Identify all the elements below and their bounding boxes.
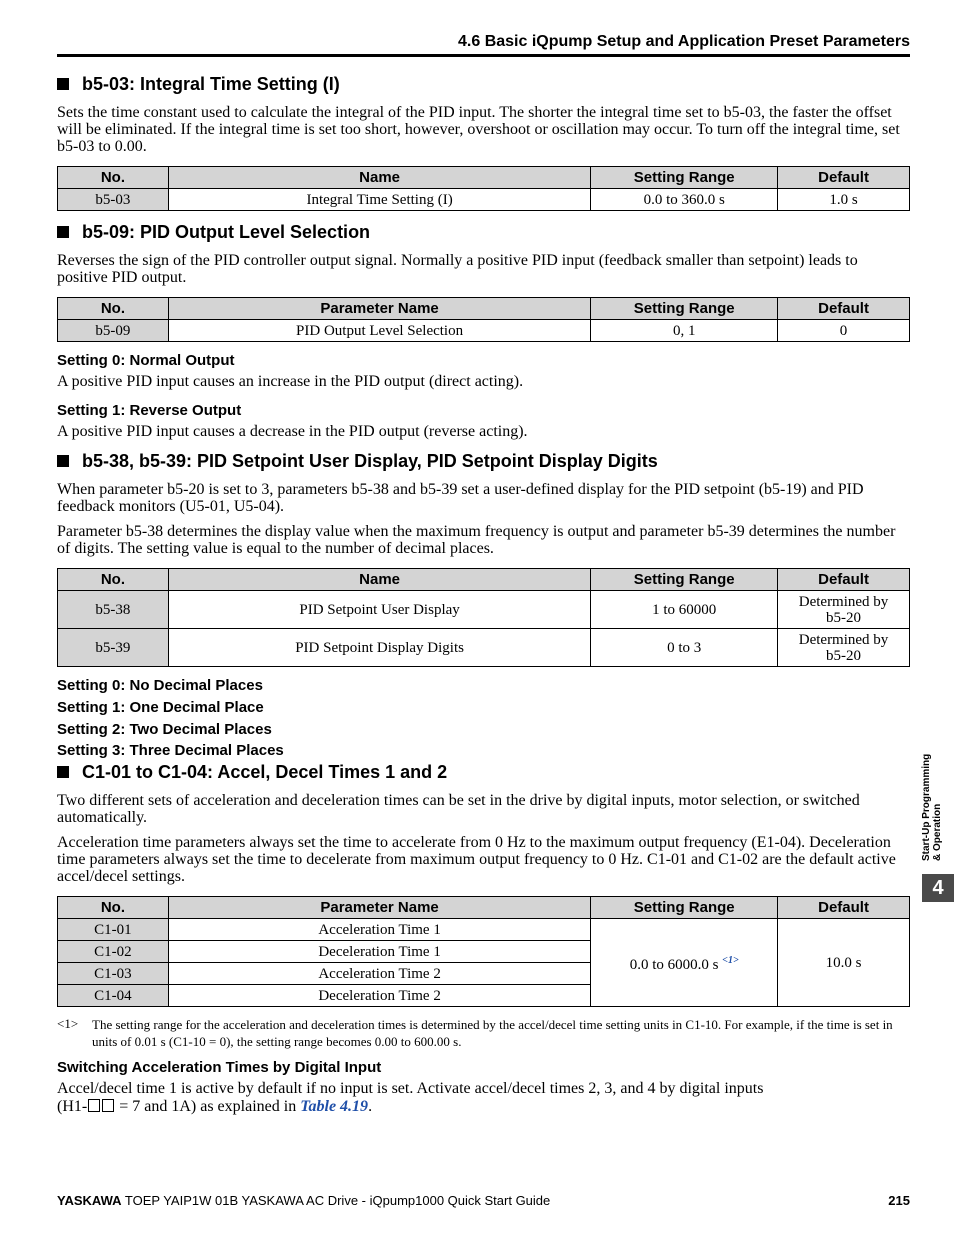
parameter-table-b5-09 bbox=[57, 297, 910, 342]
table-cell: Acceleration Time 2 bbox=[168, 963, 590, 985]
paragraph: Parameter b5-38 determines the display value when the maximum frequency is output and parameter b5-39 determines the number of digits. The setting value is equal to the number of decimal places. bbox=[57, 523, 896, 557]
bullet-square-icon bbox=[57, 78, 69, 90]
setting-heading: Setting 1: One Decimal Place bbox=[57, 699, 264, 716]
footnote-text: The setting range for the acceleration and deceleration times is determined by the accel/decel time setting units in C1-10. For example, if the time is set in units of 0.01 s (C1-10 = 0), the setting range becomes 0.00 to 600.00 s. bbox=[92, 1017, 893, 1049]
table-cell: 0, 1 bbox=[591, 320, 778, 342]
table-cell-default: 10.0 s bbox=[778, 919, 910, 1007]
parameter-table-b5-03 bbox=[57, 166, 910, 211]
paragraph: When parameter b5-20 is set to 3, parameters b5-38 and b5-39 set a user-defined display for the PID setpoint (b5-19) and PID feedback monitors (U5-01, U5-04). bbox=[57, 481, 864, 515]
paragraph: (H1- = 7 and 1A) as explained in Table 4.19. bbox=[57, 1098, 373, 1115]
setting-heading: Setting 2: Two Decimal Places bbox=[57, 721, 272, 738]
column-header: Default bbox=[778, 897, 910, 919]
running-header: 4.6 Basic iQpump Setup and Application Preset Parameters bbox=[458, 33, 910, 50]
parameter-table-c1 bbox=[57, 896, 910, 1007]
column-header: No. bbox=[58, 167, 169, 189]
table-cell: C1-01 bbox=[58, 919, 169, 941]
placeholder-box-icon bbox=[88, 1099, 100, 1112]
table-link[interactable]: Table 4.19 bbox=[300, 1098, 369, 1115]
column-header: Parameter Name bbox=[168, 298, 590, 320]
column-header: Parameter Name bbox=[168, 897, 590, 919]
table-cell: Deceleration Time 1 bbox=[168, 941, 590, 963]
setting-heading: Setting 0: No Decimal Places bbox=[57, 677, 263, 694]
header-rule bbox=[57, 54, 910, 57]
footer-text: YASKAWA TOEP YAIP1W 01B YASKAWA AC Drive - iQpump1000 Quick Start Guide bbox=[57, 1193, 551, 1208]
placeholder-box-icon bbox=[102, 1099, 114, 1112]
table-row bbox=[58, 189, 910, 211]
setting-heading: Setting 3: Three Decimal Places bbox=[57, 742, 284, 759]
paragraph: Accel/decel time 1 is active by default if no input is set. Activate accel/decel times 2, 3, and 4 by digital inputs bbox=[57, 1080, 764, 1097]
table-cell: Determined by b5-20 bbox=[778, 629, 910, 667]
column-header: No. bbox=[58, 298, 169, 320]
table-cell: b5-39 bbox=[58, 629, 169, 667]
table-cell: 0 bbox=[778, 320, 910, 342]
column-header: Setting Range bbox=[591, 569, 778, 591]
table-cell: Acceleration Time 1 bbox=[168, 919, 590, 941]
table-cell: 1.0 s bbox=[778, 189, 910, 211]
paragraph: A positive PID input causes a decrease in the PID output (reverse acting). bbox=[57, 423, 528, 440]
chapter-side-label: Start-Up Programming & Operation bbox=[921, 753, 943, 861]
section-heading-b5-38: b5-38, b5-39: PID Setpoint User Display, PID Setpoint Display Digits bbox=[57, 451, 658, 472]
chapter-tab: 4 bbox=[922, 874, 954, 902]
paragraph: Sets the time constant used to calculate the integral of the PID input. The shorter the integral time set to b5-03, the faster the offset will be eliminated. If the integral time is set too short, however, overshoot or oscillation may occur. To turn off the integral time, set b5-03 to 0.00. bbox=[57, 104, 900, 155]
page-number: 215 bbox=[888, 1193, 910, 1208]
column-header: Setting Range bbox=[591, 167, 778, 189]
table-cell: Determined by b5-20 bbox=[778, 591, 910, 629]
table-cell: Integral Time Setting (I) bbox=[168, 189, 590, 211]
column-header: Setting Range bbox=[591, 897, 778, 919]
paragraph: A positive PID input causes an increase in the PID output (direct acting). bbox=[57, 373, 524, 390]
subheading: Switching Acceleration Times by Digital Input bbox=[57, 1059, 382, 1076]
table-cell: Deceleration Time 2 bbox=[168, 985, 590, 1007]
setting-heading: Setting 1: Reverse Output bbox=[57, 402, 242, 419]
table-row bbox=[58, 320, 910, 342]
column-header: Name bbox=[168, 569, 590, 591]
column-header: No. bbox=[58, 897, 169, 919]
parameter-table-b5-38 bbox=[57, 568, 910, 667]
column-header: No. bbox=[58, 569, 169, 591]
section-heading-b5-03: b5-03: Integral Time Setting (I) bbox=[57, 74, 340, 95]
bullet-square-icon bbox=[57, 766, 69, 778]
column-header: Default bbox=[778, 298, 910, 320]
table-row bbox=[58, 629, 910, 667]
table-cell: C1-04 bbox=[58, 985, 169, 1007]
bullet-square-icon bbox=[57, 226, 69, 238]
table-cell: C1-03 bbox=[58, 963, 169, 985]
table-cell: b5-09 bbox=[58, 320, 169, 342]
table-cell: b5-38 bbox=[58, 591, 169, 629]
table-row bbox=[58, 591, 910, 629]
footnote-link[interactable]: <1> bbox=[722, 954, 739, 966]
table-cell: 0 to 3 bbox=[591, 629, 778, 667]
table-cell: 0.0 to 360.0 s bbox=[591, 189, 778, 211]
bullet-square-icon bbox=[57, 455, 69, 467]
section-heading-c1-01: C1-01 to C1-04: Accel, Decel Times 1 and 2 bbox=[57, 762, 447, 783]
column-header: Name bbox=[168, 167, 590, 189]
table-cell: PID Output Level Selection bbox=[168, 320, 590, 342]
paragraph: Two different sets of acceleration and deceleration times can be set in the drive by digital inputs, motor selection, or switched automatically. bbox=[57, 792, 860, 826]
table-cell: PID Setpoint User Display bbox=[168, 591, 590, 629]
table-cell: C1-02 bbox=[58, 941, 169, 963]
table-cell: PID Setpoint Display Digits bbox=[168, 629, 590, 667]
paragraph: Acceleration time parameters always set the time to accelerate from 0 Hz to the maximum output frequency (E1-04). Deceleration time parameters always set the time to decelerate from maximum output frequency to 0 Hz. C1-01 and C1-02 are the default active accel/decel settings. bbox=[57, 834, 896, 885]
section-heading-b5-09: b5-09: PID Output Level Selection bbox=[57, 222, 370, 243]
setting-heading: Setting 0: Normal Output bbox=[57, 352, 235, 369]
footnote-marker: <1> bbox=[57, 1016, 79, 1031]
paragraph: Reverses the sign of the PID controller output signal. Normally a positive PID input (feedback smaller than setpoint) leads to positive PID output. bbox=[57, 252, 858, 286]
column-header: Setting Range bbox=[591, 298, 778, 320]
table-row bbox=[58, 919, 910, 941]
table-cell: b5-03 bbox=[58, 189, 169, 211]
table-cell: 1 to 60000 bbox=[591, 591, 778, 629]
column-header: Default bbox=[778, 167, 910, 189]
column-header: Default bbox=[778, 569, 910, 591]
table-cell-range: 0.0 to 6000.0 s $^{<1>}$ bbox=[591, 919, 778, 1007]
